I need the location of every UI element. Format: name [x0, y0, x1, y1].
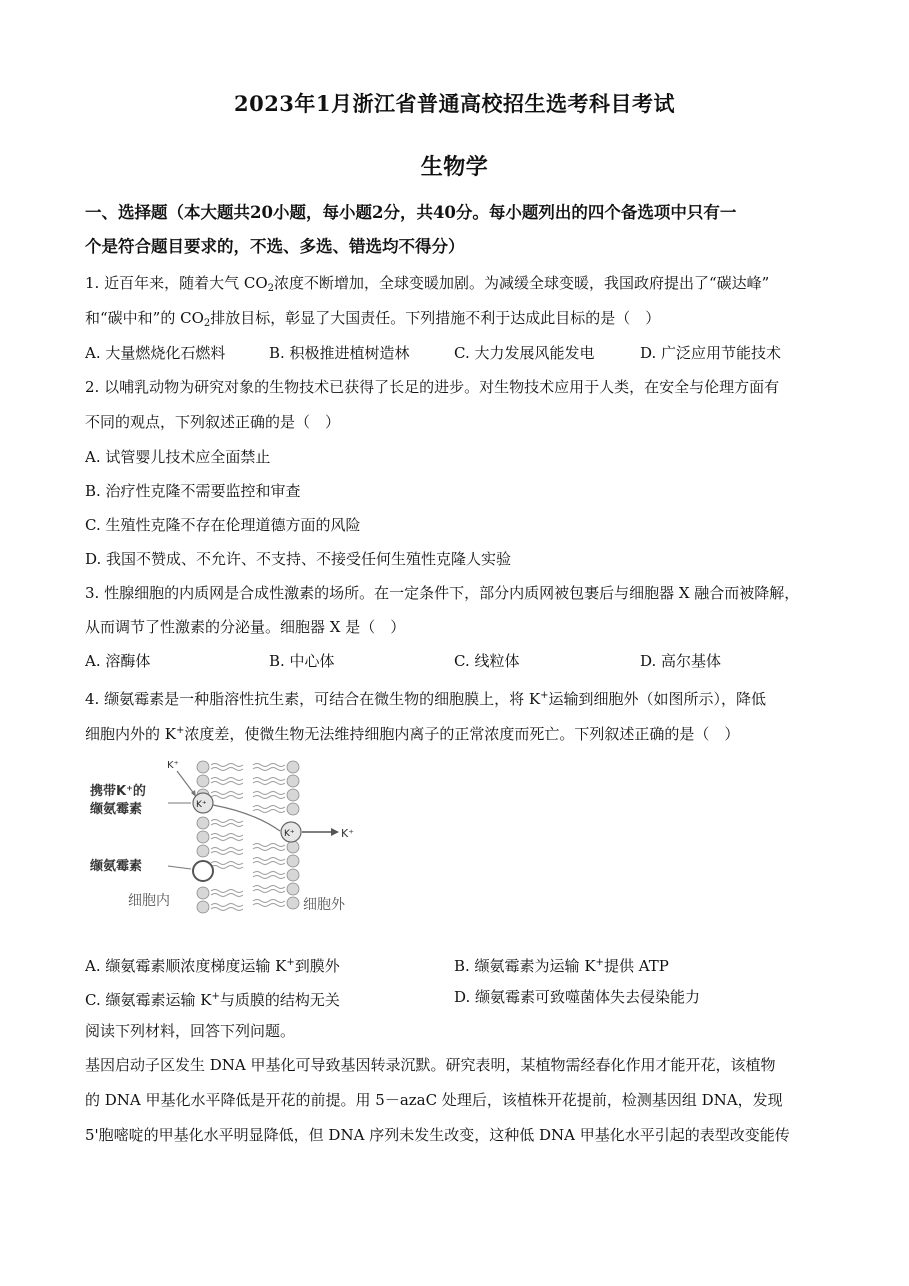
q2-option-d: D. 我国不赞成、不允许、不支持、不接受任何生殖性克隆人实验 [85, 550, 512, 568]
q2-stem-line2: 不同的观点，下列叙述正确的是（ ） [85, 413, 341, 431]
subject-title: 生物学 [420, 154, 489, 180]
q1-option-a: A. 大量燃烧化石燃料 [85, 344, 226, 362]
q2-option-a: A. 试管婴儿技术应全面禁止 [85, 448, 271, 466]
q4-stem-line1: 4. 缬氨霉素是一种脂溶性抗生素，可结合在微生物的细胞膜上，将 K+运输到细胞外（如图所示），降低 [85, 690, 766, 708]
section-heading-cont: 个是符合题目要求的，不选、多选、错选均不得分） [85, 237, 465, 256]
material-line3: 5'胞嘧啶的甲基化水平明显降低，但 DNA 序列未发生改变，这种低 DNA 甲基化水平引起的表型改变能传 [85, 1126, 790, 1144]
material-intro: 阅读下列材料，回答下列问题。 [85, 1022, 296, 1040]
q1-option-b: B. 积极推进植树造林 [269, 344, 410, 362]
q2-option-c: C. 生殖性克隆不存在伦理道德方面的风险 [85, 516, 361, 534]
material-line1: 基因启动子区发生 DNA 甲基化可导致基因转录沉默。研究表明，某植物需经春化作用才能开花，该植物 [85, 1056, 776, 1074]
cell-outside-label: 细胞外 [303, 897, 345, 913]
k-ion-top-label: K⁺ [167, 760, 179, 771]
q4-option-c: C. 缬氨霉素运输 K+与质膜的结构无关 [85, 991, 340, 1009]
carrier-label-line2: 缬氨霉素 [90, 802, 143, 817]
valinomycin-label: 缬氨霉素 [90, 859, 143, 874]
ion-inside-label: K⁺ [196, 800, 207, 810]
k-ion-out-label: K⁺ [341, 827, 355, 840]
membrane-figure [85, 755, 375, 925]
cell-inside-label: 细胞内 [128, 893, 170, 909]
transport-path [213, 805, 280, 831]
q1-stem-line2: 和“碳中和”的 $CO_2$排放目标，彰显了大国责任。下列措施不利于达成此目标的是（ ） [85, 309, 661, 329]
q3-option-a: A. 溶酶体 [85, 652, 151, 670]
q2-stem-line1: 2. 以哺乳动物为研究对象的生物技术已获得了长足的进步。对生物技术应用于人类，在安全与伦理方面有 [85, 378, 780, 396]
free-valinomycin [193, 861, 213, 881]
exam-title: 2023年1月浙江省普通高校招生选考科目考试 [233, 91, 676, 116]
material-line2: 的 DNA 甲基化水平降低是开花的前提。用 5－azaC 处理后，该植株开花提前，检测基因组 DNA，发现 [85, 1091, 783, 1109]
q3-option-d: D. 高尔基体 [640, 652, 722, 670]
q3-stem-line1: 3. 性腺细胞的内质网是合成性激素的场所。在一定条件下，部分内质网被包裹后与细胞器 X 融合而被降解， [85, 584, 800, 602]
q3-option-c: C. 线粒体 [454, 652, 520, 670]
carrier-label-line1: 携带K⁺的 [90, 784, 146, 799]
k-entry-arrow [177, 771, 195, 795]
q4-stem-line2: 细胞内外的 K+浓度差，使微生物无法维持细胞内离子的正常浓度而死亡。下列叙述正确的是（ ） [85, 725, 740, 743]
q4-option-b: B. 缬氨霉素为运输 K+提供 ATP [454, 957, 669, 975]
section-heading: 一、选择题（本大题共20小题，每小题2分，共40分。每小题列出的四个备选项中只有一 [85, 203, 737, 222]
q3-stem-line2: 从而调节了性激素的分泌量。细胞器 X 是（ ） [85, 618, 406, 636]
q1-option-c: C. 大力发展风能发电 [454, 344, 595, 362]
q4-option-a: A. 缬氨霉素顺浓度梯度运输 K+到膜外 [85, 957, 340, 975]
q4-option-d: D. 缬氨霉素可致噬菌体失去侵染能力 [454, 988, 701, 1006]
q3-option-b: B. 中心体 [269, 652, 335, 670]
q1-option-d: D. 广泛应用节能技术 [640, 344, 782, 362]
q1-stem-line1: 1. 近百年来，随着大气 $CO_2$浓度不断增加，全球变暖加剧。为减缓全球变暖，我国政府提出了“碳达峰” [85, 274, 770, 294]
ion-crossing-label: K⁺ [284, 829, 295, 839]
q2-option-b: B. 治疗性克隆不需要监控和审查 [85, 482, 301, 500]
